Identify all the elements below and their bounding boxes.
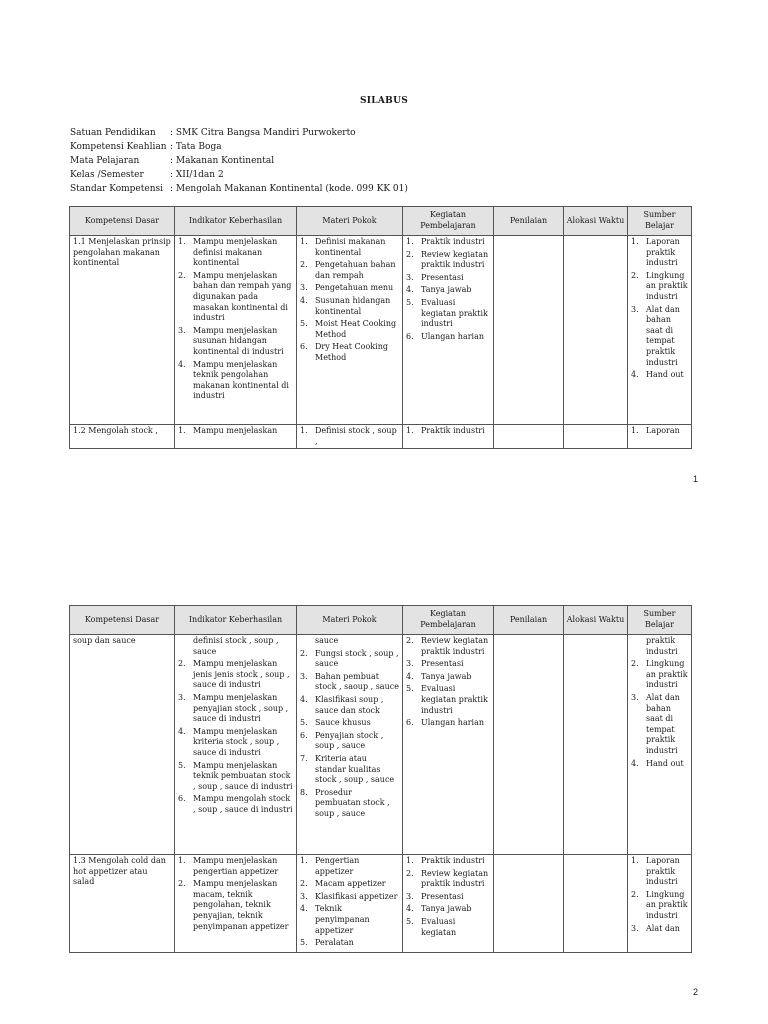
list-item: 6. Mampu mengolah stock , soup , sauce di industri [178,794,293,814]
document-title: SILABUS [359,96,409,106]
kegiatan-cell [403,425,494,449]
list-item: 3. Alat dan bahan saat di tempat praktik industri [631,692,680,755]
meta-row [70,126,408,140]
materi-cell [297,425,403,449]
list-item: 2. Review kegiatan praktik industri [406,868,489,889]
meta-row [70,168,408,182]
list-item: 1. Definisi stock , soup , [300,426,397,446]
list-item: 8. Prosedur pembuatan stock , soup , sauce [300,787,390,818]
table-header-row [70,207,692,236]
table-row [70,635,692,855]
list-item: 2. Review kegiatan praktik industri [406,249,489,270]
list-item: 5. Evaluasi kegiatan [406,916,457,937]
header-penilaian: Penilaian [494,606,564,635]
list-item: 4. Tanya jawab [406,285,472,295]
header-kompetensi-dasar: Kompetensi Dasar [70,207,175,236]
kd-cell: 1.2 Mengolah stock , [70,425,175,449]
alokasi-cell [564,855,628,953]
list-item: 1. Mampu menjelaskan pengertian appetizer [178,856,279,876]
list-item: praktik industri [646,636,678,656]
penilaian-cell [494,236,564,425]
list-item: 3. Alat dan bahan saat di tempat praktik industri [631,304,680,367]
list-item: 3. Pengetahuan menu [300,283,394,293]
header-kegiatan: Kegiatan Pembelajaran [403,207,494,236]
list-item: 2. Lingkung an praktik industri [631,889,688,920]
list-item: 1. Praktik industri [406,856,485,865]
kd-cell: 1.1 Menjelaskan prinsip pengolahan makanan kontinental [70,236,175,425]
syllabus-table-page-2 [69,605,692,953]
list-item: 5. Moist Heat Cooking Method [300,319,397,339]
page-number: 1 [693,474,699,484]
indikator-cell [175,635,297,855]
header-materi: Materi Pokok [297,207,403,236]
list-item: 4. Tanya jawab [406,904,472,914]
list-item: 1. Laporan [631,426,680,435]
sumber-cell [628,425,692,449]
indikator-cell [175,855,297,953]
list-item: 3. Klasifikasi appetizer [300,891,398,901]
materi-cell [297,635,403,855]
header-kompetensi-dasar: Kompetensi Dasar [70,606,175,635]
penilaian-cell [494,635,564,855]
list-item: 4. Tanya jawab [406,671,472,681]
header-kegiatan: Kegiatan Pembelajaran [403,606,494,635]
list-item: 5. Evaluasi kegiatan praktik industri [406,684,488,715]
table-row [70,236,692,425]
list-item: 2. Pengetahuan bahan dan rempah [300,260,396,280]
header-sumber: Sumber Belajar [628,606,692,635]
list-item: 2. Lingkung an praktik industri [631,659,688,690]
table-row [70,425,692,449]
header-materi: Materi Pokok [297,606,403,635]
meta-value: : Tata Boga [170,142,222,152]
list-item: 4. Mampu menjelaskan kriteria stock , soup , sauce di industri [178,726,280,757]
kegiatan-cell [403,635,494,855]
list-item: 4. Klasifikasi soup , sauce dan stock [300,694,384,715]
meta-value: : XII/1dan 2 [170,170,224,180]
indikator-cell [175,236,297,425]
list-item: 5. Peralatan [300,938,354,948]
list-item: 1. Praktik industri [406,426,485,435]
sumber-cell [628,236,692,425]
sumber-cell [628,635,692,855]
materi-cell [297,855,403,953]
list-item: 2. Mampu menjelaskan macam, teknik pengolahan, teknik penyajian, teknik penyimpanan appetizer [178,879,289,931]
list-item: 6. Ulangan harian [406,718,485,728]
list-item: 3. Presentasi [406,891,464,901]
list-item: 1. Pengertian appetizer [300,856,360,876]
header-sumber: Sumber Belajar [628,207,692,236]
list-item: 6. Penyajian stock , soup , sauce [300,730,384,751]
header-alokasi: Alokasi Waktu [564,207,628,236]
kegiatan-cell [403,855,494,953]
list-item: 2. Mampu menjelaskan jenis jenis stock , soup , sauce di industri [178,659,290,690]
list-item: 4. Teknik penyimpanan appetizer [300,904,370,935]
meta-row [70,154,408,168]
list-item: 4. Susunan hidangan kontinental [300,295,391,316]
meta-key: Kelas /Semester [70,170,144,180]
meta-key: Mata Pelajaran [70,156,140,166]
table-header-row [70,606,692,635]
meta-key: Standar Kompetensi [70,184,163,194]
penilaian-cell [494,855,564,953]
page-number: 2 [693,987,699,997]
list-item: 2. Fungsi stock , soup , sauce [300,648,399,669]
list-item: 4. Hand out [631,758,684,768]
kd-cell: soup dan sauce [70,635,175,855]
penilaian-cell [494,425,564,449]
list-item: 3. Mampu menjelaskan penyajian stock , soup , sauce di industri [178,692,289,724]
list-item: 6. Dry Heat Cooking Method [300,342,388,362]
meta-key: Kompetensi Keahlian [70,142,167,152]
meta-row [70,140,408,154]
header-penilaian: Penilaian [494,207,564,236]
list-item: 1. Laporan praktik industri [631,856,680,887]
alokasi-cell [564,425,628,449]
list-item: 1. Definisi makanan kontinental [300,237,386,257]
list-item: 6. Ulangan harian [406,331,485,341]
kd-cell: 1.3 Mengolah cold dan hot appetizer atau salad [70,855,175,953]
list-item: 5. Mampu menjelaskan teknik pembuatan stock , soup , sauce di industri [178,760,293,791]
list-item: 7. Kriteria atau standar kualitas stock , soup , sauce [300,753,395,785]
alokasi-cell [564,635,628,855]
list-item: 3. Mampu menjelaskan susunan hidangan kontinental di industri [178,325,284,356]
kegiatan-cell [403,236,494,425]
list-item: 4. Mampu menjelaskan teknik pengolahan makanan kontinental di industri [178,359,289,401]
alokasi-cell [564,236,628,425]
list-item: 2. Lingkung an praktik industri [631,270,688,301]
syllabus-table-page-1 [69,206,692,449]
list-item: 3. Presentasi [406,659,464,669]
list-item: 5. Sauce khusus [300,718,371,728]
list-item: sauce [315,636,339,645]
meta-value: : Mengolah Makanan Kontinental (kode. 099 KK 01) [170,184,408,194]
list-item: 2. Mampu menjelaskan bahan dan rempah yang digunakan pada masakan kontinental di industri [178,270,292,323]
list-item: 1. Laporan praktik industri [631,237,680,268]
list-item: 2. Review kegiatan praktik industri [406,636,489,656]
list-item: definisi stock , soup , sauce [193,636,279,656]
header-indikator: Indikator Keberhasilan [175,207,297,236]
list-item: 3. Bahan pembuat stock , saoup , sauce [300,671,399,692]
syllabus-meta [70,126,408,196]
meta-key: Satuan Pendidikan [70,128,156,138]
list-item: 1. Mampu menjelaskan definisi makanan kontinental [178,237,278,268]
list-item: 1. Praktik industri [406,237,485,246]
list-item: 4. Hand out [631,370,684,380]
table-row [70,855,692,953]
header-alokasi: Alokasi Waktu [564,606,628,635]
meta-value: : Makanan Kontinental [170,156,275,166]
sumber-cell [628,855,692,953]
header-indikator: Indikator Keberhasilan [175,606,297,635]
indikator-cell [175,425,297,449]
list-item: 3. Alat dan [631,923,680,933]
list-item: 3. Presentasi [406,272,464,282]
list-item: 5. Evaluasi kegiatan praktik industri [406,297,488,329]
list-item: 1. Mampu menjelaskan [178,426,278,435]
meta-value: : SMK Citra Bangsa Mandiri Purwokerto [170,128,356,138]
materi-cell [297,236,403,425]
meta-row [70,182,408,196]
list-item: 2. Macam appetizer [300,879,386,889]
